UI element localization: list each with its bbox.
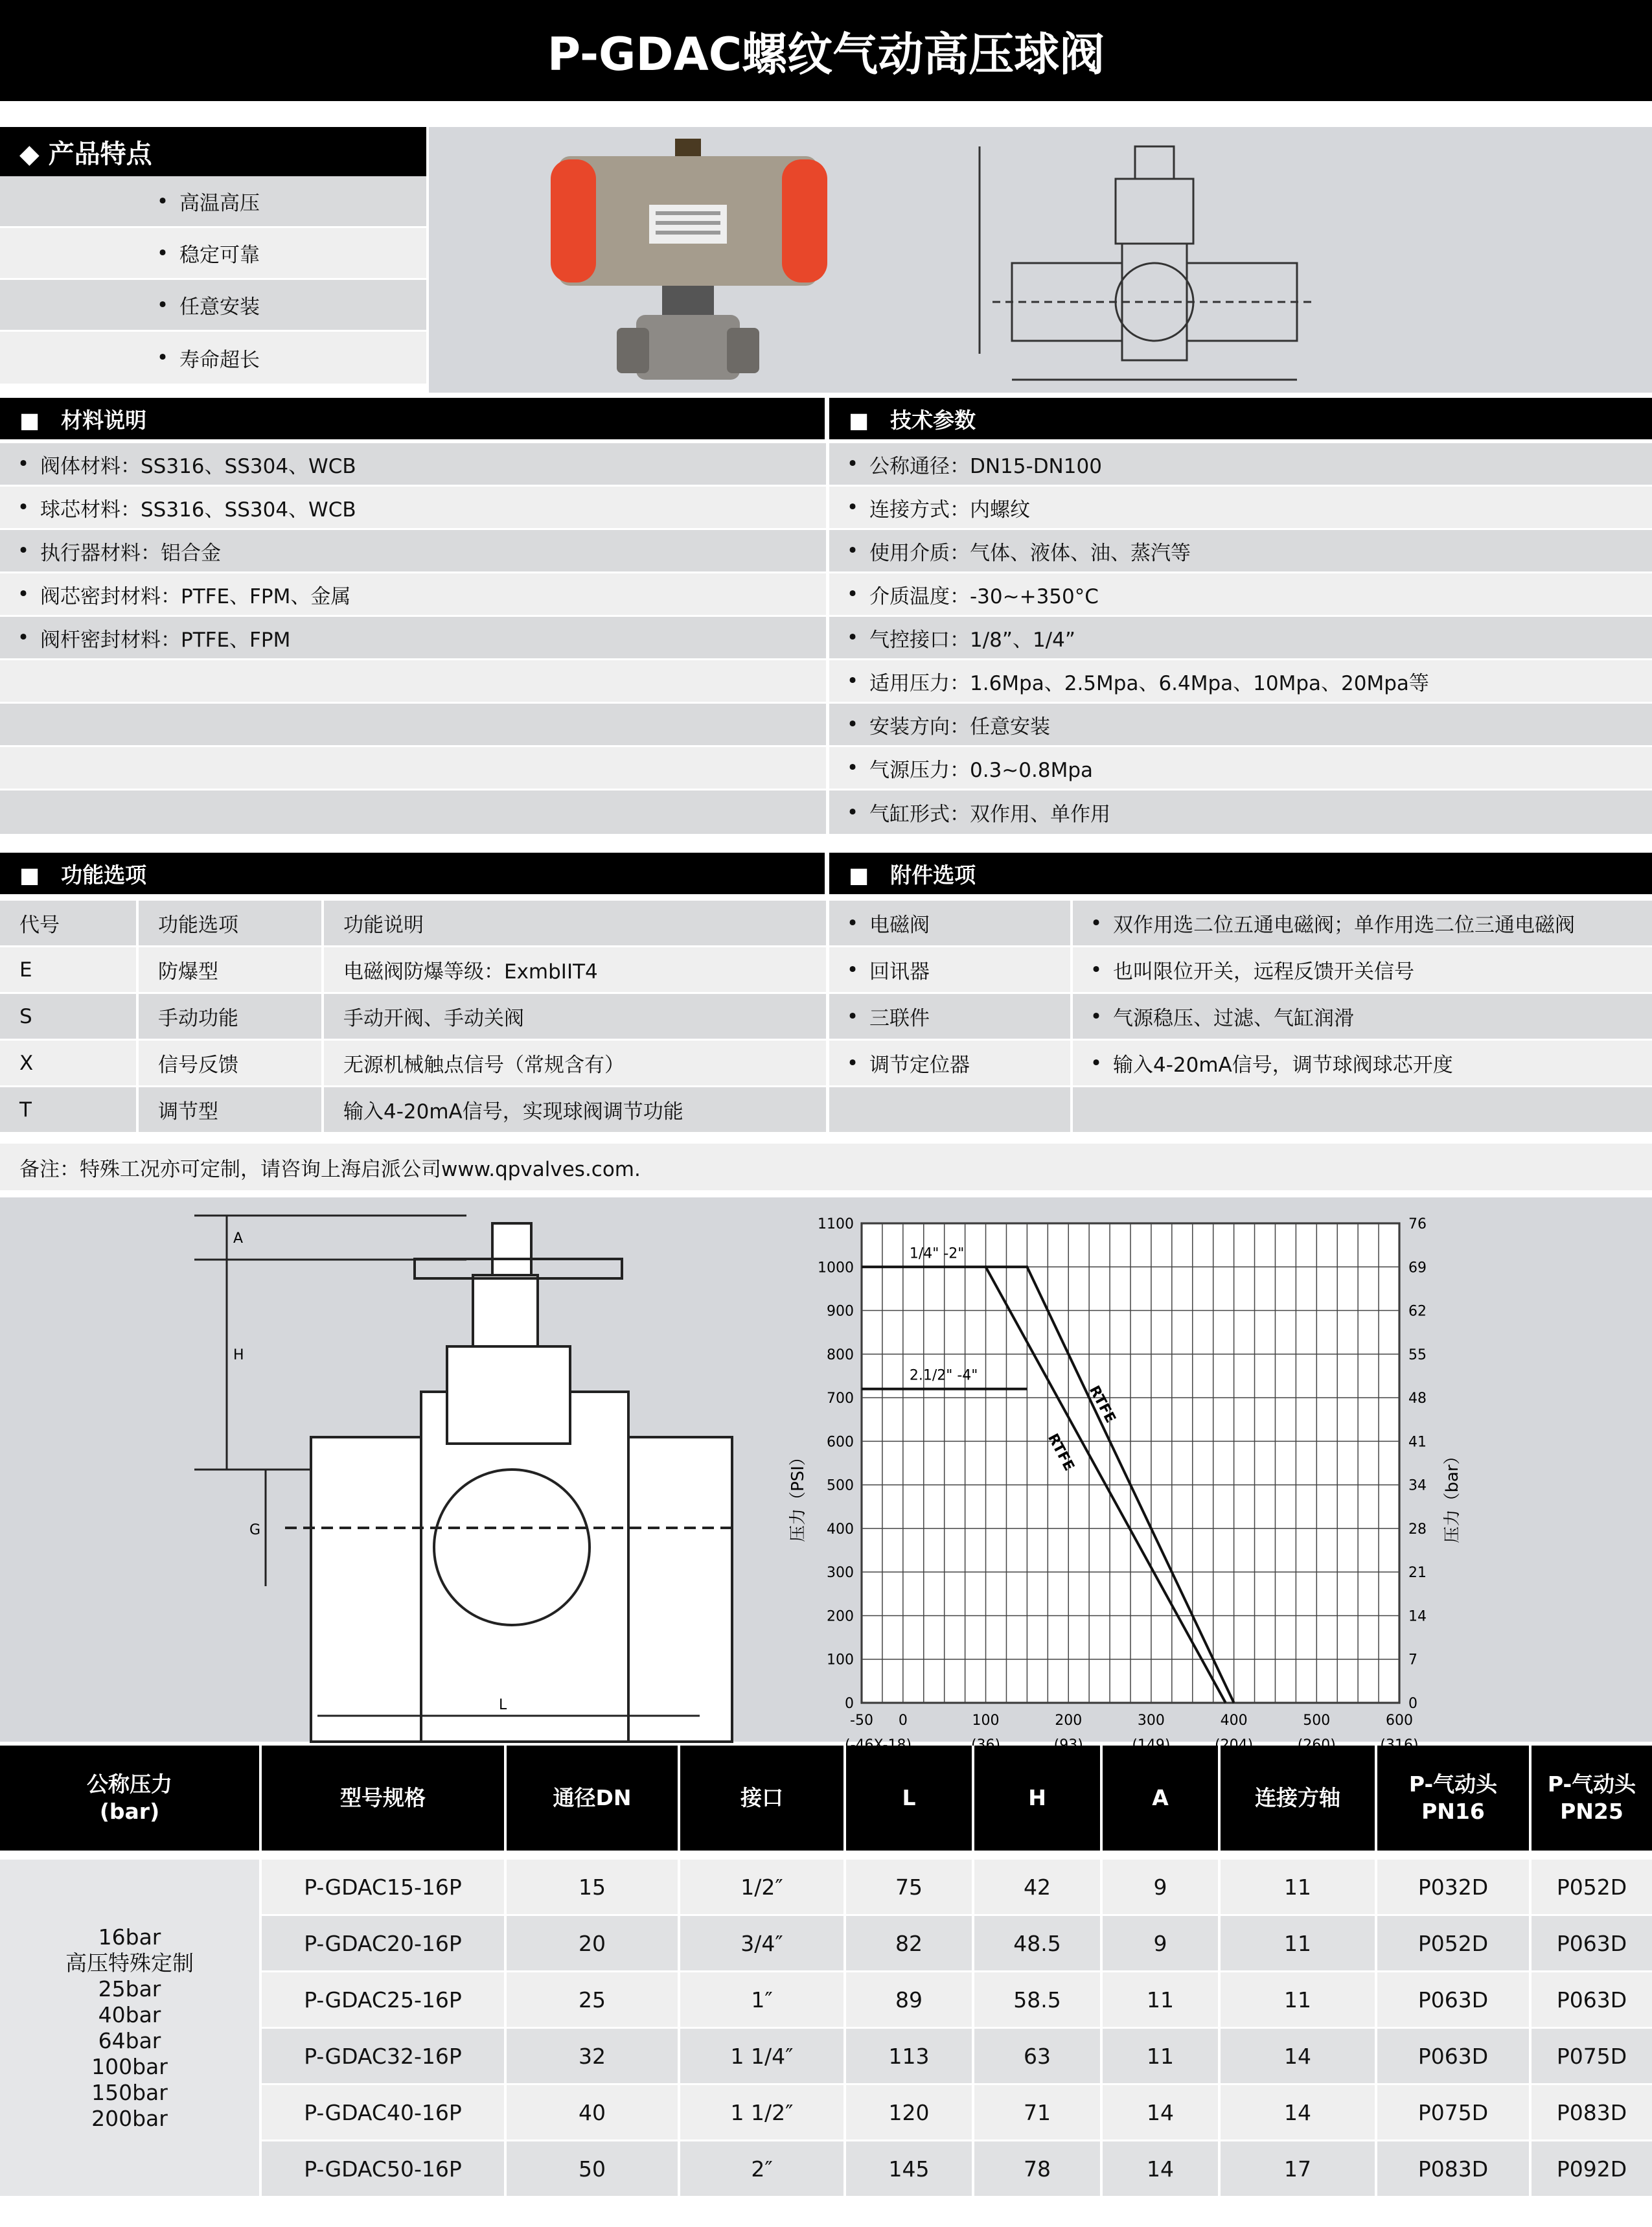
function-desc: 电磁阀防爆等级：ExmbIIT4 <box>343 960 598 984</box>
spec-cell: 11 <box>1219 1972 1376 2028</box>
accessories-heading: ■ 附件选项 <box>829 853 1652 894</box>
function-option: 防爆型 <box>139 947 324 992</box>
material-item: • 阀杆密封材料：PTFE、FPM <box>0 617 826 660</box>
spec-cell: P052D <box>1530 1860 1652 1915</box>
chart-annotation: 2.1/2" -4" <box>909 1367 978 1384</box>
spec-cell: 42 <box>973 1860 1101 1915</box>
spec-cell: 11 <box>1101 2028 1219 2084</box>
material-item: • 球芯材料：SS316、SS304、WCB <box>0 487 826 530</box>
spec-cell: 1″ <box>679 1972 845 2028</box>
spec-cell: 82 <box>845 1915 973 1972</box>
chart-y2tick-label: 48 <box>1408 1390 1427 1407</box>
dim-label-h: H <box>233 1347 244 1363</box>
spec-cell: P032D <box>1376 1860 1530 1915</box>
accessory-name: • 三联件 <box>829 994 1073 1039</box>
features-heading: ◆ 产品特点 <box>0 127 426 176</box>
product-photo <box>429 127 1652 393</box>
feature-text: 任意安装 <box>179 295 260 319</box>
accessory-row <box>829 947 1652 994</box>
feature-item: • 稳定可靠 <box>0 228 426 280</box>
tech-text: 安装方向：任意安装 <box>869 715 1050 739</box>
accessories-table <box>829 901 1652 1134</box>
spec-col-pn25: P-气动头 PN25 <box>1530 1746 1652 1851</box>
spec-cell: 50 <box>505 2141 679 2197</box>
chart-ytick-label: 300 <box>827 1565 854 1582</box>
spec-cell: P-GDAC40-16P <box>260 2084 505 2141</box>
spec-cell: P063D <box>1376 2028 1530 2084</box>
spec-cell: 11 <box>1219 1860 1376 1915</box>
chart-xtick-label: 0 <box>898 1713 908 1729</box>
spec-cell: P075D <box>1530 2028 1652 2084</box>
functions-col-option: 功能选项 <box>139 901 324 945</box>
spec-cell: P052D <box>1376 1915 1530 1972</box>
dim-label-a: A <box>233 1230 244 1247</box>
chart-y2tick-label: 0 <box>1408 1696 1417 1712</box>
material-item: • 阀体材料：SS316、SS304、WCB <box>0 443 826 487</box>
spec-header-row <box>0 1746 1652 1851</box>
spec-col-a: A <box>1101 1746 1219 1851</box>
material-text: 阀杆密封材料：PTFE、FPM <box>40 628 291 652</box>
spec-col-pn16: P-气动头 PN16 <box>1376 1746 1530 1851</box>
spec-cell: P-GDAC32-16P <box>260 2028 505 2084</box>
spec-cell: 1/2″ <box>679 1860 845 1915</box>
chart-y2tick-label: 69 <box>1408 1260 1427 1276</box>
function-desc: 无源机械触点信号（常规含有） <box>343 1054 625 1077</box>
chart-ytick-label: 400 <box>827 1521 854 1538</box>
chart-xtick-label: 400 <box>1220 1713 1248 1729</box>
material-text: 球芯材料：SS316、SS304、WCB <box>40 498 356 522</box>
chart-xtick-label: 100 <box>972 1713 1000 1729</box>
chart-y2tick-label: 76 <box>1408 1216 1427 1232</box>
spec-cell: P-GDAC25-16P <box>260 1972 505 2028</box>
material-empty-row <box>0 747 826 790</box>
feature-text: 寿命超长 <box>179 348 260 372</box>
spec-cell: 14 <box>1219 2084 1376 2141</box>
spec-cell: P063D <box>1530 1915 1652 1972</box>
material-empty-row <box>0 704 826 747</box>
chart-ytick-label: 1000 <box>818 1260 854 1276</box>
chart-ytick-label: 700 <box>827 1390 854 1407</box>
spec-cell: 40 <box>505 2084 679 2141</box>
accessory-desc: • 双作用选二位五通电磁阀；单作用选二位三通电磁阀 <box>1090 911 1575 937</box>
spec-cell: 71 <box>973 2084 1101 2141</box>
spec-col-shaft: 连接方轴 <box>1219 1746 1376 1851</box>
feature-item: • 任意安装 <box>0 280 426 332</box>
chart-ytick-label: 0 <box>845 1696 854 1712</box>
feature-text: 高温高压 <box>179 192 260 215</box>
chart-y2tick-label: 41 <box>1408 1434 1427 1451</box>
spec-cell: P083D <box>1530 2084 1652 2141</box>
spec-cell: 48.5 <box>973 1915 1101 1972</box>
function-desc: 输入4-20mA信号，实现球阀调节功能 <box>343 1100 683 1124</box>
accessory-desc: • 也叫限位开关，远程反馈开关信号 <box>1090 958 1414 984</box>
functions-header-row <box>0 901 826 947</box>
spec-cell: P083D <box>1376 2141 1530 2197</box>
spec-cell: 1 1/2″ <box>679 2084 845 2141</box>
feature-item: • 高温高压 <box>0 176 426 228</box>
spec-cell: P063D <box>1530 1972 1652 2028</box>
tech-text: 气控接口：1/8”、1/4” <box>869 628 1075 652</box>
chart-y2label: 压力（bar） <box>1443 1448 1462 1543</box>
spec-col-model: 型号规格 <box>260 1746 505 1851</box>
function-desc: 手动开阀、手动关阀 <box>343 1007 524 1030</box>
spec-cell: P092D <box>1530 2141 1652 2197</box>
chart-ytick-label: 100 <box>827 1652 854 1668</box>
chart-ytick-label: 200 <box>827 1608 854 1625</box>
tech-item: • 气源压力：0.3~0.8Mpa <box>829 747 1652 790</box>
chart-y2tick-label: 28 <box>1408 1521 1427 1538</box>
tech-list <box>829 443 1652 834</box>
note: 备注：特殊工况亦可定制，请咨询上海启派公司www.qpvalves.com. <box>0 1144 1652 1190</box>
feature-text: 稳定可靠 <box>179 244 260 267</box>
accessory-row <box>829 1041 1652 1087</box>
spec-cell: P-GDAC50-16P <box>260 2141 505 2197</box>
spec-cell: 58.5 <box>973 1972 1101 2028</box>
material-item: • 阀芯密封材料：PTFE、FPM、金属 <box>0 573 826 617</box>
chart-y2tick-label: 62 <box>1408 1303 1427 1320</box>
valve-technical-drawing <box>0 1197 777 1742</box>
accessory-empty-row <box>829 1087 1652 1134</box>
tech-heading: ■ 技术参数 <box>829 398 1652 439</box>
tech-text: 气缸形式：双作用、单作用 <box>869 803 1110 826</box>
tech-item: • 介质温度：-30~+350°C <box>829 573 1652 617</box>
spec-cell: 11 <box>1219 1915 1376 1972</box>
spec-col-h: H <box>973 1746 1101 1851</box>
chart-ytick-label: 500 <box>827 1477 854 1494</box>
accessory-desc: • 输入4-20mA信号，调节球阀球芯开度 <box>1090 1051 1453 1077</box>
tech-item: • 气缸形式：双作用、单作用 <box>829 790 1652 834</box>
spec-cell: 14 <box>1101 2141 1219 2197</box>
spec-cell: 20 <box>505 1915 679 1972</box>
accessory-row <box>829 994 1652 1041</box>
chart-xtick-label: 300 <box>1137 1713 1165 1729</box>
function-code: E <box>0 947 139 992</box>
features-list <box>0 176 426 384</box>
materials-heading: ■ 材料说明 <box>0 398 825 439</box>
chart-annotation: RTFE <box>1085 1383 1119 1426</box>
spec-row <box>0 1860 1652 1915</box>
chart-ytick-label: 600 <box>827 1434 854 1451</box>
spec-cell: 11 <box>1101 1972 1219 2028</box>
function-code: X <box>0 1041 139 1085</box>
chart-annotation: RTFE <box>1044 1431 1077 1474</box>
material-text: 阀芯密封材料：PTFE、FPM、金属 <box>40 584 351 608</box>
tech-item: • 适用压力：1.6Mpa、2.5Mpa、6.4Mpa、10Mpa、20Mpa等 <box>829 660 1652 704</box>
tech-text: 连接方式：内螺纹 <box>869 498 1030 522</box>
material-text: 阀体材料：SS316、SS304、WCB <box>40 454 356 478</box>
chart-ytick-label: 800 <box>827 1346 854 1363</box>
spec-cell: 145 <box>845 2141 973 2197</box>
spec-cell: 120 <box>845 2084 973 2141</box>
chart-y2tick-label: 14 <box>1408 1608 1427 1625</box>
functions-col-code: 代号 <box>0 901 139 945</box>
spec-col-dn: 通径DN <box>505 1746 679 1851</box>
accessory-name: • 回讯器 <box>829 947 1073 992</box>
materials-list <box>0 443 826 834</box>
chart-y2tick-label: 21 <box>1408 1565 1427 1582</box>
function-row <box>0 947 826 994</box>
chart-ytick-label: 1100 <box>818 1216 854 1232</box>
tech-text: 介质温度：-30~+350°C <box>869 584 1099 608</box>
chart-y2tick-label: 55 <box>1408 1346 1427 1363</box>
spec-cell: 25 <box>505 1972 679 2028</box>
spec-cell: P-GDAC20-16P <box>260 1915 505 1972</box>
dim-label-l: L <box>499 1697 507 1713</box>
tech-text: 公称通径：DN15-DN100 <box>869 454 1102 478</box>
product-image-panel <box>429 127 1652 393</box>
spec-cell: 113 <box>845 2028 973 2084</box>
chart-y2tick-label: 34 <box>1408 1477 1427 1494</box>
dim-label-g: G <box>249 1522 261 1538</box>
functions-table <box>0 901 826 1134</box>
spec-cell: 63 <box>973 2028 1101 2084</box>
spec-cell: 14 <box>1219 2028 1376 2084</box>
spec-cell: 17 <box>1219 2141 1376 2197</box>
spec-col-l: L <box>845 1746 973 1851</box>
tech-text: 使用介质：气体、液体、油、蒸汽等 <box>869 541 1191 565</box>
material-empty-row <box>0 790 826 834</box>
tech-item: • 公称通径：DN15-DN100 <box>829 443 1652 487</box>
spec-cell: 89 <box>845 1972 973 2028</box>
tech-item: • 使用介质：气体、液体、油、蒸汽等 <box>829 530 1652 573</box>
spec-cell: 9 <box>1101 1915 1219 1972</box>
function-row <box>0 1041 826 1087</box>
spec-cell: 14 <box>1101 2084 1219 2141</box>
tech-text: 适用压力：1.6Mpa、2.5Mpa、6.4Mpa、10Mpa、20Mpa等 <box>869 671 1429 695</box>
spec-cell: 75 <box>845 1860 973 1915</box>
spec-cell: 32 <box>505 2028 679 2084</box>
spec-table-wrap <box>0 1746 1652 2198</box>
page-title: P-GDAC螺纹气动高压球阀 <box>0 0 1652 105</box>
spec-cell: 9 <box>1101 1860 1219 1915</box>
spec-cell: 2″ <box>679 2141 845 2197</box>
spec-pressure-cell: 16bar 高压特殊定制 25bar 40bar 64bar 100bar 150bar 200bar <box>0 1860 260 2197</box>
function-option: 调节型 <box>139 1087 324 1132</box>
accessory-desc: • 气源稳压、过滤、气缸润滑 <box>1090 1004 1354 1030</box>
accessory-name: • 电磁阀 <box>829 901 1073 945</box>
function-option: 信号反馈 <box>139 1041 324 1085</box>
material-text: 执行器材料：铝合金 <box>40 541 221 565</box>
tech-text: 气源压力：0.3~0.8Mpa <box>869 758 1093 782</box>
chart-annotation: 1/4" -2" <box>909 1245 965 1262</box>
functions-col-desc: 功能说明 <box>343 914 424 937</box>
spec-cell: 1 1/4″ <box>679 2028 845 2084</box>
spec-col-port: 接口 <box>679 1746 845 1851</box>
chart-xtick-label: -50 <box>850 1713 873 1729</box>
drawing-chart-panel <box>0 1197 1652 1742</box>
function-row <box>0 994 826 1041</box>
accessory-name: • 调节定位器 <box>829 1041 1073 1085</box>
spec-cell: 78 <box>973 2141 1101 2197</box>
function-code: T <box>0 1087 139 1132</box>
chart-xtick-label: 200 <box>1055 1713 1083 1729</box>
spec-cell: 15 <box>505 1860 679 1915</box>
spec-table <box>0 1746 1652 2198</box>
tech-item: • 连接方式：内螺纹 <box>829 487 1652 530</box>
chart-xtick-label: 600 <box>1386 1713 1413 1729</box>
material-item: • 执行器材料：铝合金 <box>0 530 826 573</box>
material-empty-row <box>0 660 826 704</box>
spec-cell: P-GDAC15-16P <box>260 1860 505 1915</box>
function-option: 手动功能 <box>139 994 324 1039</box>
spec-col-pressure: 公称压力 (bar) <box>0 1746 260 1851</box>
spec-cell: 3/4″ <box>679 1915 845 1972</box>
function-row <box>0 1087 826 1134</box>
tech-item: • 气控接口：1/8”、1/4” <box>829 617 1652 660</box>
function-code: S <box>0 994 139 1039</box>
pressure-temperature-chart <box>777 1197 1652 1742</box>
feature-item: • 寿命超长 <box>0 332 426 384</box>
tech-item: • 安装方向：任意安装 <box>829 704 1652 747</box>
chart-ylabel: 压力（PSI） <box>788 1449 808 1542</box>
functions-heading: ■ 功能选项 <box>0 853 825 894</box>
chart-ytick-label: 900 <box>827 1303 854 1320</box>
accessory-row <box>829 901 1652 947</box>
chart-xtick-label: 500 <box>1303 1713 1331 1729</box>
spec-cell: P063D <box>1376 1972 1530 2028</box>
chart-y2tick-label: 7 <box>1408 1652 1417 1668</box>
spec-cell: P075D <box>1376 2084 1530 2141</box>
